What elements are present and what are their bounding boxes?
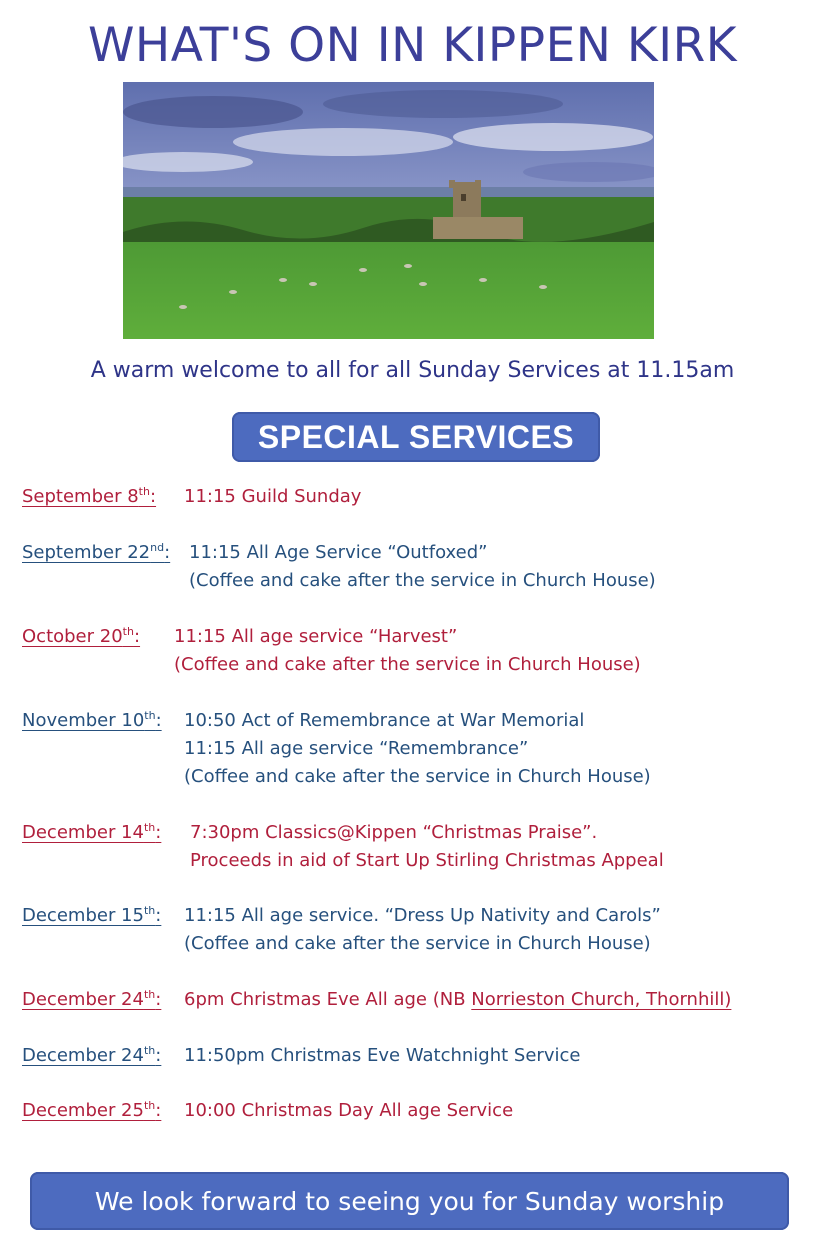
event-line: (Coffee and cake after the service in Church House) [184, 933, 651, 954]
event-line: 11:15 Guild Sunday [184, 486, 362, 507]
event-line: 6pm Christmas Eve All age (NB Norrieston Church, Thornhill) [184, 989, 732, 1010]
event-date: September 8th: [22, 485, 157, 507]
page-title: WHAT'S ON IN KIPPEN KIRK [87, 18, 738, 73]
event-date: December 24th: [22, 988, 162, 1010]
event-line: (Coffee and cake after the service in Church House) [174, 654, 641, 675]
event-line: 10:50 Act of Remembrance at War Memorial [184, 710, 585, 731]
event-line: Proceeds in aid of Start Up Stirling Christmas Appeal [190, 850, 664, 871]
kirk-landscape-photo [123, 82, 654, 339]
event-line: 10:00 Christmas Day All age Service [184, 1100, 514, 1121]
event-line: (Coffee and cake after the service in Church House) [189, 570, 656, 591]
event-date: November 10th: [22, 709, 162, 731]
event-date: October 20th: [22, 625, 141, 647]
event-line: (Coffee and cake after the service in Church House) [184, 766, 651, 787]
norrieston-church-link-text: Norrieston Church, Thornhill) [471, 989, 732, 1010]
event-details [184, 902, 661, 958]
event-line: 11:15 All Age Service “Outfoxed” [189, 542, 488, 563]
event-date: December 14th: [22, 821, 162, 843]
event-details [184, 1042, 580, 1070]
event-details [190, 819, 664, 875]
event-details [189, 539, 656, 595]
event-date: December 24th: [22, 1044, 162, 1066]
special-services-heading: SPECIAL SERVICES [257, 418, 575, 455]
special-services-banner [232, 412, 600, 462]
event-line: 11:15 All age service “Harvest” [174, 626, 458, 647]
event-date: December 15th: [22, 904, 162, 926]
event-details [184, 986, 731, 1014]
event-date: December 25th: [22, 1099, 162, 1121]
event-line: 11:50pm Christmas Eve Watchnight Service [184, 1045, 581, 1066]
event-details [184, 483, 361, 511]
event-date: September 22nd: [22, 541, 171, 563]
event-details [184, 1097, 513, 1125]
footer-banner [30, 1172, 789, 1230]
event-details [174, 623, 641, 679]
event-line: 11:15 All age service “Remembrance” [184, 738, 529, 759]
footer-message: We look forward to seeing you for Sunday worship [94, 1186, 725, 1216]
event-line: 11:15 All age service. “Dress Up Nativity and Carols” [184, 905, 661, 926]
welcome-message: A warm welcome to all for all Sunday Services at 11.15am [90, 358, 735, 383]
event-line: 7:30pm Classics@Kippen “Christmas Praise”. [190, 822, 598, 843]
event-details [184, 707, 651, 791]
